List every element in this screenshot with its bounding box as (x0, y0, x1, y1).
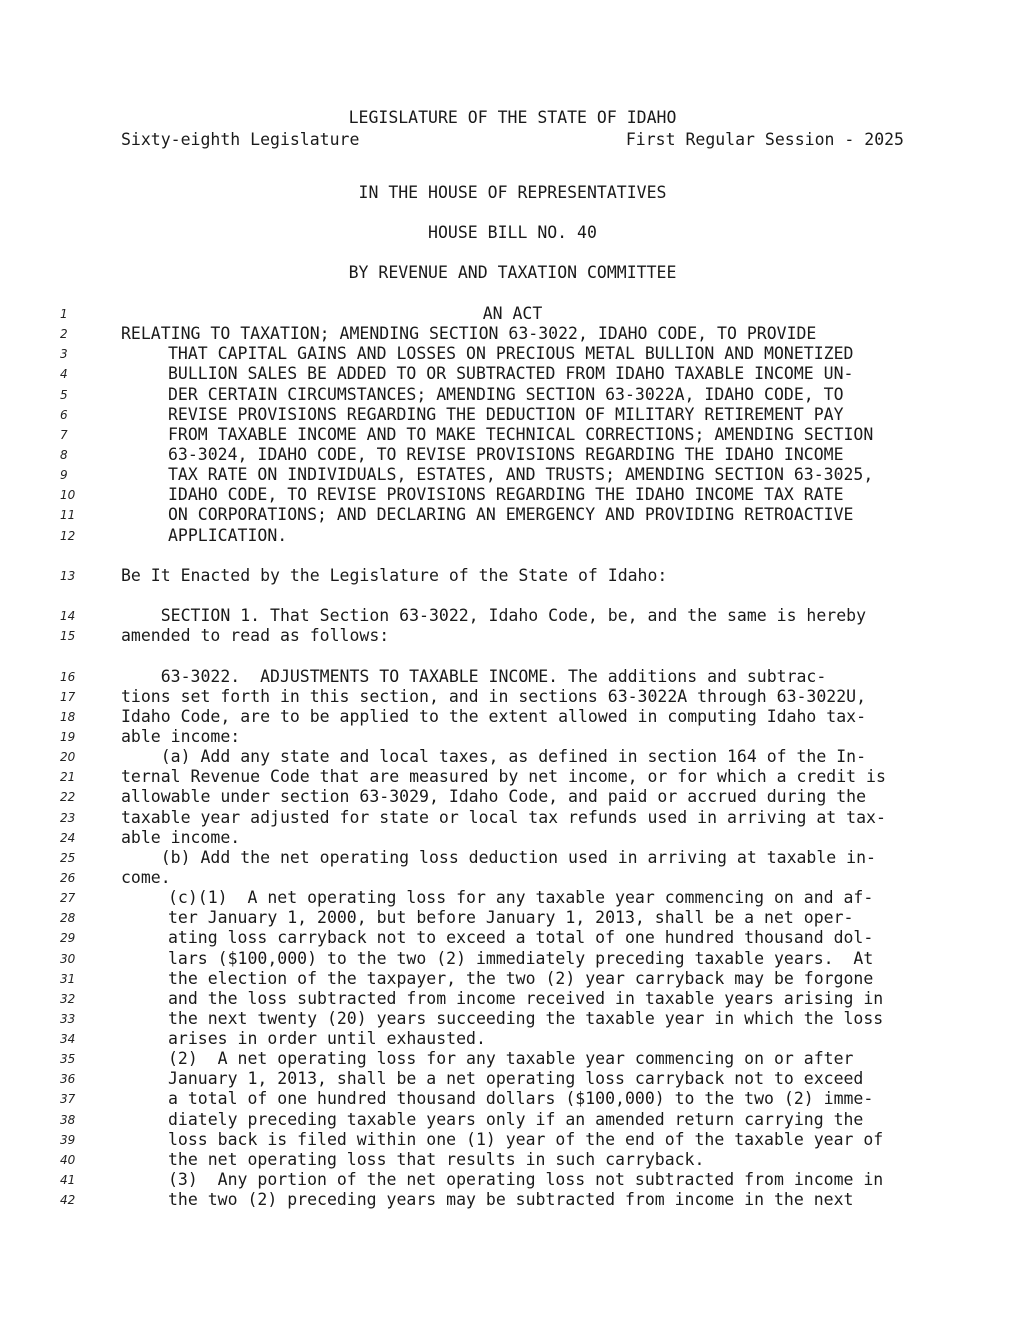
bill-line (0, 445, 1024, 465)
bill-line (0, 344, 1024, 364)
line-text: ternal Revenue Code that are measured by net income, or for which a credit is (121, 767, 886, 787)
bill-line (0, 1029, 1024, 1049)
line-text: TAX RATE ON INDIVIDUALS, ESTATES, AND TRUSTS; AMENDING SECTION 63-3025, (168, 465, 874, 485)
line-number: 8 (60, 447, 68, 462)
line-text: a total of one hundred thousand dollars ($100,000) to the two (2) imme- (168, 1089, 874, 1109)
bill-line (0, 505, 1024, 525)
blank-line (0, 546, 1024, 566)
line-text: loss back is filed within one (1) year of the end of the taxable year of (168, 1129, 884, 1149)
line-text: (b) Add the net operating loss deduction used in arriving at taxable in- (121, 847, 876, 867)
line-number: 35 (60, 1052, 76, 1067)
line-number: 28 (60, 911, 76, 926)
line-text: ating loss carryback not to exceed a total of one hundred thousand dol- (168, 928, 874, 948)
line-text: able income. (121, 827, 241, 847)
line-text: arises in order until exhausted. (168, 1029, 486, 1049)
line-text: January 1, 2013, shall be a net operating loss carryback not to exceed (168, 1069, 864, 1089)
bill-line (0, 908, 1024, 928)
line-text: (c)(1) A net operating loss for any taxable year commencing on and af- (168, 888, 874, 908)
line-text: the two (2) preceding years may be subtracted from income in the next (168, 1190, 854, 1210)
line-number: 32 (60, 991, 76, 1006)
line-number: 4 (60, 367, 68, 382)
bill-line (0, 526, 1024, 546)
line-number: 9 (60, 468, 68, 483)
bill-line (0, 1170, 1024, 1190)
bill-line (0, 465, 1024, 485)
line-text: the net operating loss that results in such carryback. (168, 1149, 705, 1169)
line-text: able income: (121, 726, 241, 746)
bill-line (0, 1110, 1024, 1130)
line-number: 7 (60, 427, 68, 442)
line-number: 29 (60, 931, 76, 946)
line-text: Idaho Code, are to be applied to the extent allowed in computing Idaho tax- (121, 706, 867, 726)
bill-line (0, 1150, 1024, 1170)
chamber-heading: IN THE HOUSE OF REPRESENTATIVES (358, 183, 667, 202)
legislature-title: LEGISLATURE OF THE STATE OF IDAHO (348, 108, 677, 127)
line-number: 13 (60, 568, 76, 583)
line-number: 2 (60, 327, 68, 342)
bill-line (0, 828, 1024, 848)
bill-line (0, 385, 1024, 405)
line-text: Be It Enacted by the Legislature of the State of Idaho: (121, 565, 668, 585)
line-text: and the loss subtracted from income received in taxable years arising in (168, 988, 884, 1008)
line-number: 14 (60, 609, 76, 624)
session-regular: First Regular Session - 2025 (625, 130, 904, 149)
line-text: come. (121, 867, 171, 887)
line-number: 24 (60, 830, 76, 845)
line-number: 12 (60, 528, 76, 543)
line-number: 5 (60, 387, 68, 402)
bill-sponsor: BY REVENUE AND TAXATION COMMITTEE (348, 263, 677, 282)
line-text: FROM TAXABLE INCOME AND TO MAKE TECHNICAL CORRECTIONS; AMENDING SECTION (168, 424, 874, 444)
line-number: 39 (60, 1132, 76, 1147)
line-number: 15 (60, 629, 76, 644)
line-number: 37 (60, 1092, 76, 1107)
bill-line (0, 425, 1024, 445)
line-number: 3 (60, 347, 68, 362)
line-text: THAT CAPITAL GAINS AND LOSSES ON PRECIOUS METAL BULLION AND MONETIZED (168, 344, 854, 364)
session-line (121, 130, 904, 150)
line-text: lars ($100,000) to the two (2) immediately preceding taxable years. At (168, 948, 874, 968)
bill-line (0, 767, 1024, 787)
bill-line (0, 1130, 1024, 1150)
bill-line (0, 485, 1024, 505)
bill-line (0, 1049, 1024, 1069)
line-number: 19 (60, 729, 76, 744)
bill-line (0, 304, 1024, 324)
line-text: APPLICATION. (168, 525, 288, 545)
line-number: 26 (60, 870, 76, 885)
line-text: REVISE PROVISIONS REGARDING THE DEDUCTION OF MILITARY RETIREMENT PAY (168, 404, 844, 424)
line-text: SECTION 1. That Section 63-3022, Idaho Code, be, and the same is hereby (121, 606, 867, 626)
bill-line (0, 727, 1024, 747)
bill-line (0, 364, 1024, 384)
bill-line (0, 868, 1024, 888)
line-text: IDAHO CODE, TO REVISE PROVISIONS REGARDING THE IDAHO INCOME TAX RATE (168, 485, 844, 505)
bill-line (0, 747, 1024, 767)
line-number: 36 (60, 1072, 76, 1087)
bill-text (0, 304, 1024, 1210)
line-number: 20 (60, 750, 76, 765)
line-number: 6 (60, 407, 68, 422)
line-text: (a) Add any state and local taxes, as defined in section 164 of the In- (121, 747, 867, 767)
line-number: 42 (60, 1193, 76, 1208)
line-number: 23 (60, 810, 76, 825)
line-text: the next twenty (20) years succeeding the taxable year in which the loss (168, 1008, 884, 1028)
line-number: 38 (60, 1112, 76, 1127)
bill-line (0, 989, 1024, 1009)
line-number: 25 (60, 850, 76, 865)
line-text: ter January 1, 2000, but before January 1, 2013, shall be a net oper- (168, 908, 854, 928)
line-text: 63-3024, IDAHO CODE, TO REVISE PROVISIONS REGARDING THE IDAHO INCOME (168, 444, 844, 464)
bill-line (0, 707, 1024, 727)
bill-line (0, 324, 1024, 344)
blank-line (0, 646, 1024, 666)
bill-line (0, 928, 1024, 948)
line-number: 41 (60, 1173, 76, 1188)
line-text: taxable year adjusted for state or local tax refunds used in arriving at tax- (121, 807, 886, 827)
line-number: 21 (60, 770, 76, 785)
line-number: 1 (60, 307, 68, 321)
line-number: 22 (60, 790, 76, 805)
line-number: 11 (60, 508, 76, 523)
line-number: 27 (60, 891, 76, 906)
line-text: DER CERTAIN CIRCUMSTANCES; AMENDING SECTION 63-3022A, IDAHO CODE, TO (168, 384, 844, 404)
line-number: 16 (60, 669, 76, 684)
line-text: 63-3022. ADJUSTMENTS TO TAXABLE INCOME. The additions and subtrac- (121, 666, 827, 686)
bill-line (0, 888, 1024, 908)
line-number: 31 (60, 971, 76, 986)
line-text: (3) Any portion of the net operating loss not subtracted from income in (168, 1170, 884, 1190)
bill-line (0, 808, 1024, 828)
line-number: 10 (60, 488, 76, 503)
bill-line (0, 626, 1024, 646)
bill-line (0, 667, 1024, 687)
bill-line (0, 787, 1024, 807)
blank-line (0, 586, 1024, 606)
line-text: BULLION SALES BE ADDED TO OR SUBTRACTED FROM IDAHO TAXABLE INCOME UN- (168, 364, 854, 384)
line-text: allowable under section 63-3029, Idaho Code, and paid or accrued during the (121, 787, 867, 807)
bill-line (0, 1069, 1024, 1089)
line-text: the election of the taxpayer, the two (2) year carryback may be forgone (168, 968, 874, 988)
bill-line (0, 1190, 1024, 1210)
line-number: 40 (60, 1152, 76, 1167)
line-text: amended to read as follows: (121, 626, 390, 646)
line-text: (2) A net operating loss for any taxable year commencing on or after (168, 1049, 854, 1069)
bill-line (0, 969, 1024, 989)
line-number: 33 (60, 1011, 76, 1026)
bill-line (0, 606, 1024, 626)
bill-number: HOUSE BILL NO. 40 (428, 223, 597, 242)
line-text: AN ACT (482, 304, 543, 323)
bill-line (0, 405, 1024, 425)
line-number: 34 (60, 1032, 76, 1047)
line-text: RELATING TO TAXATION; AMENDING SECTION 63-3022, IDAHO CODE, TO PROVIDE (121, 324, 817, 344)
line-number: 18 (60, 709, 76, 724)
bill-line (0, 566, 1024, 586)
bill-line (0, 1089, 1024, 1109)
session-legislature: Sixty-eighth Legislature (121, 130, 360, 149)
line-number: 30 (60, 951, 76, 966)
bill-line (0, 687, 1024, 707)
line-text: tions set forth in this section, and in sections 63-3022A through 63-3022U, (121, 686, 867, 706)
bill-line (0, 848, 1024, 868)
line-text: diately preceding taxable years only if an amended return carrying the (168, 1109, 864, 1129)
line-text: ON CORPORATIONS; AND DECLARING AN EMERGENCY AND PROVIDING RETROACTIVE (168, 505, 854, 525)
line-number: 17 (60, 689, 76, 704)
bill-line (0, 949, 1024, 969)
bill-line (0, 1009, 1024, 1029)
